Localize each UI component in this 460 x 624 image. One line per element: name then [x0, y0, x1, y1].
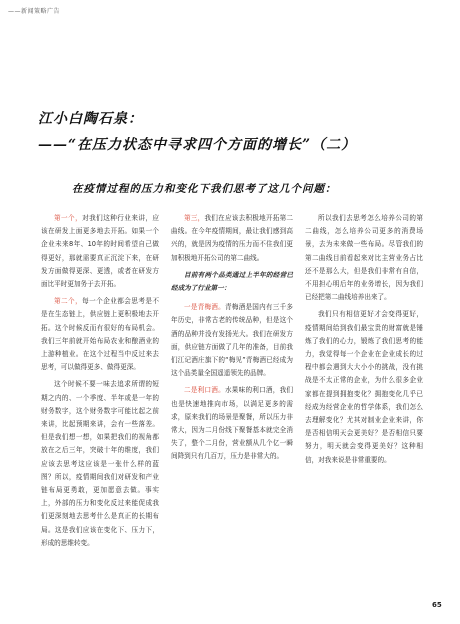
column-2: [171, 212, 293, 468]
paragraph-lead: 第三，: [184, 214, 205, 222]
paragraph-text: 所以我们去思考怎么培养公司的第二曲线，怎么培养公司更多的消费场景，去为未来做一些布局。尽管我们的第二曲线目前看起来对比主营业务占比还不是那么大，但是我们非常有自信，不用担心明后年的业务增长，因为我们已经把第二曲线培养出来了。: [305, 214, 423, 302]
paragraph: [305, 308, 423, 466]
article-title: [38, 108, 428, 154]
article-subtitle: 在疫情过程的压力和变化下我们思考了这几个问题：: [72, 183, 337, 195]
paragraph: [171, 384, 293, 463]
paragraph-text: 这个时候不要一味去追求所谓的短期之内的、一个季度、半年或是一年的财务数字，这个财务数字可能比起之前来讲，比起预期来讲，会有一些落差。但是我们想一想，如果把我们的视角都放在之后三年，突破十年的维度，我们应该去思考这应该是一张什么样的蓝图？所以，疫情期间我们对研发和产业链布局更勇敢，更加愿意去做。事实上，外部的压力和变化反过来能促成我们更深刻地去思考什么是真正的长期布局。这是我们应该在变化下、压力下，形成的思维转变。: [41, 380, 159, 547]
paragraph-text: 每一个企业都会思考是不是在生态链上，供应链上更积极地去开拓。这个时候反而有很好的布局机会。我们三年前就开始布局农业和酿酒业的上游种植业。在这个过程当中反过来去思考，可以做得更多、做得更深。: [41, 297, 160, 372]
title-line-1: 江小白陶石泉：: [38, 111, 143, 127]
section-tag: ——新闻策略广告: [8, 8, 61, 15]
title-line-2: ——“在压力状态中寻求四个方面的增长”（二）: [38, 137, 357, 153]
paragraph-text: 水果味的利口酒，我们也是快速地推向市场，以满足更多的需求，原来我们的场景是聚餐，所以压力非常大，因为二月份线下聚餐基本就完全消失了，整个二月份，营业额从几个亿一瞬间降到只有几百万，压力是非常大的。: [171, 386, 294, 461]
paragraph: [41, 378, 159, 550]
paragraph: [171, 212, 293, 265]
paragraph: [41, 212, 159, 291]
paragraph-text: 对我们这种行业来讲，应该在研发上面更多地去开拓。如果一个企业未来8年、10年的时间希望自己做得更好，那就需要真正沉淀下来，在研发方面做得更深、更透，或者在研发方面比平时更加务于去开拓。: [41, 214, 160, 289]
paragraph-text: 我们在应该去积极地开拓第二曲线。在今年疫情期间，最让我们感到高兴的，就是因为疫情的压力而不住我们更加积极地开拓公司的第二曲线。: [171, 214, 294, 262]
paragraph: [171, 301, 293, 380]
paragraph: [305, 212, 423, 304]
page-number: 65: [432, 601, 442, 609]
paragraph-lead: 一是青梅酒。: [184, 303, 225, 312]
column-3: [305, 212, 423, 471]
paragraph-text: 我们只有相信更好才会变得更好，疫情期间给到我们最宝贵的财富就是锤炼了我们的心力，锻炼了我们思考的能力，我觉得每一个企业在企业成长的过程中都会遇到大大小小的挑战，没有挑战是不太正常的企业，为什么很多企业家都在提到拥抱变化？拥抱变化几乎已经成为经营企业的哲学体系，我们怎么去理解变化？尤其对制业企业来讲，你是否相信明天会更美好？是否相信只要努力，明天就会变得更美好？这种相信，对我来说是非常重要的。: [305, 310, 423, 464]
paragraph-text: 青梅酒是国内有三千多年历史，非常古老的传统品种，但是这个酒的品种并没有发扬光大。我们在研发方面，供应链方面做了几年的准备，目前我们江记酒庄旗下的“梅见”青梅酒已经成为这个品类量全国遥遥领先的品牌。: [171, 303, 294, 378]
paragraph-lead: 第二个，: [54, 297, 83, 306]
paragraph-lead: 二是利口酒。: [184, 386, 225, 395]
highlight-statement: 目前有两个品类通过上半年的经营已经成为了行业第一：: [171, 270, 293, 293]
paragraph-lead: 第一个，: [54, 214, 83, 222]
column-1: [41, 212, 159, 554]
paragraph: [41, 295, 159, 374]
